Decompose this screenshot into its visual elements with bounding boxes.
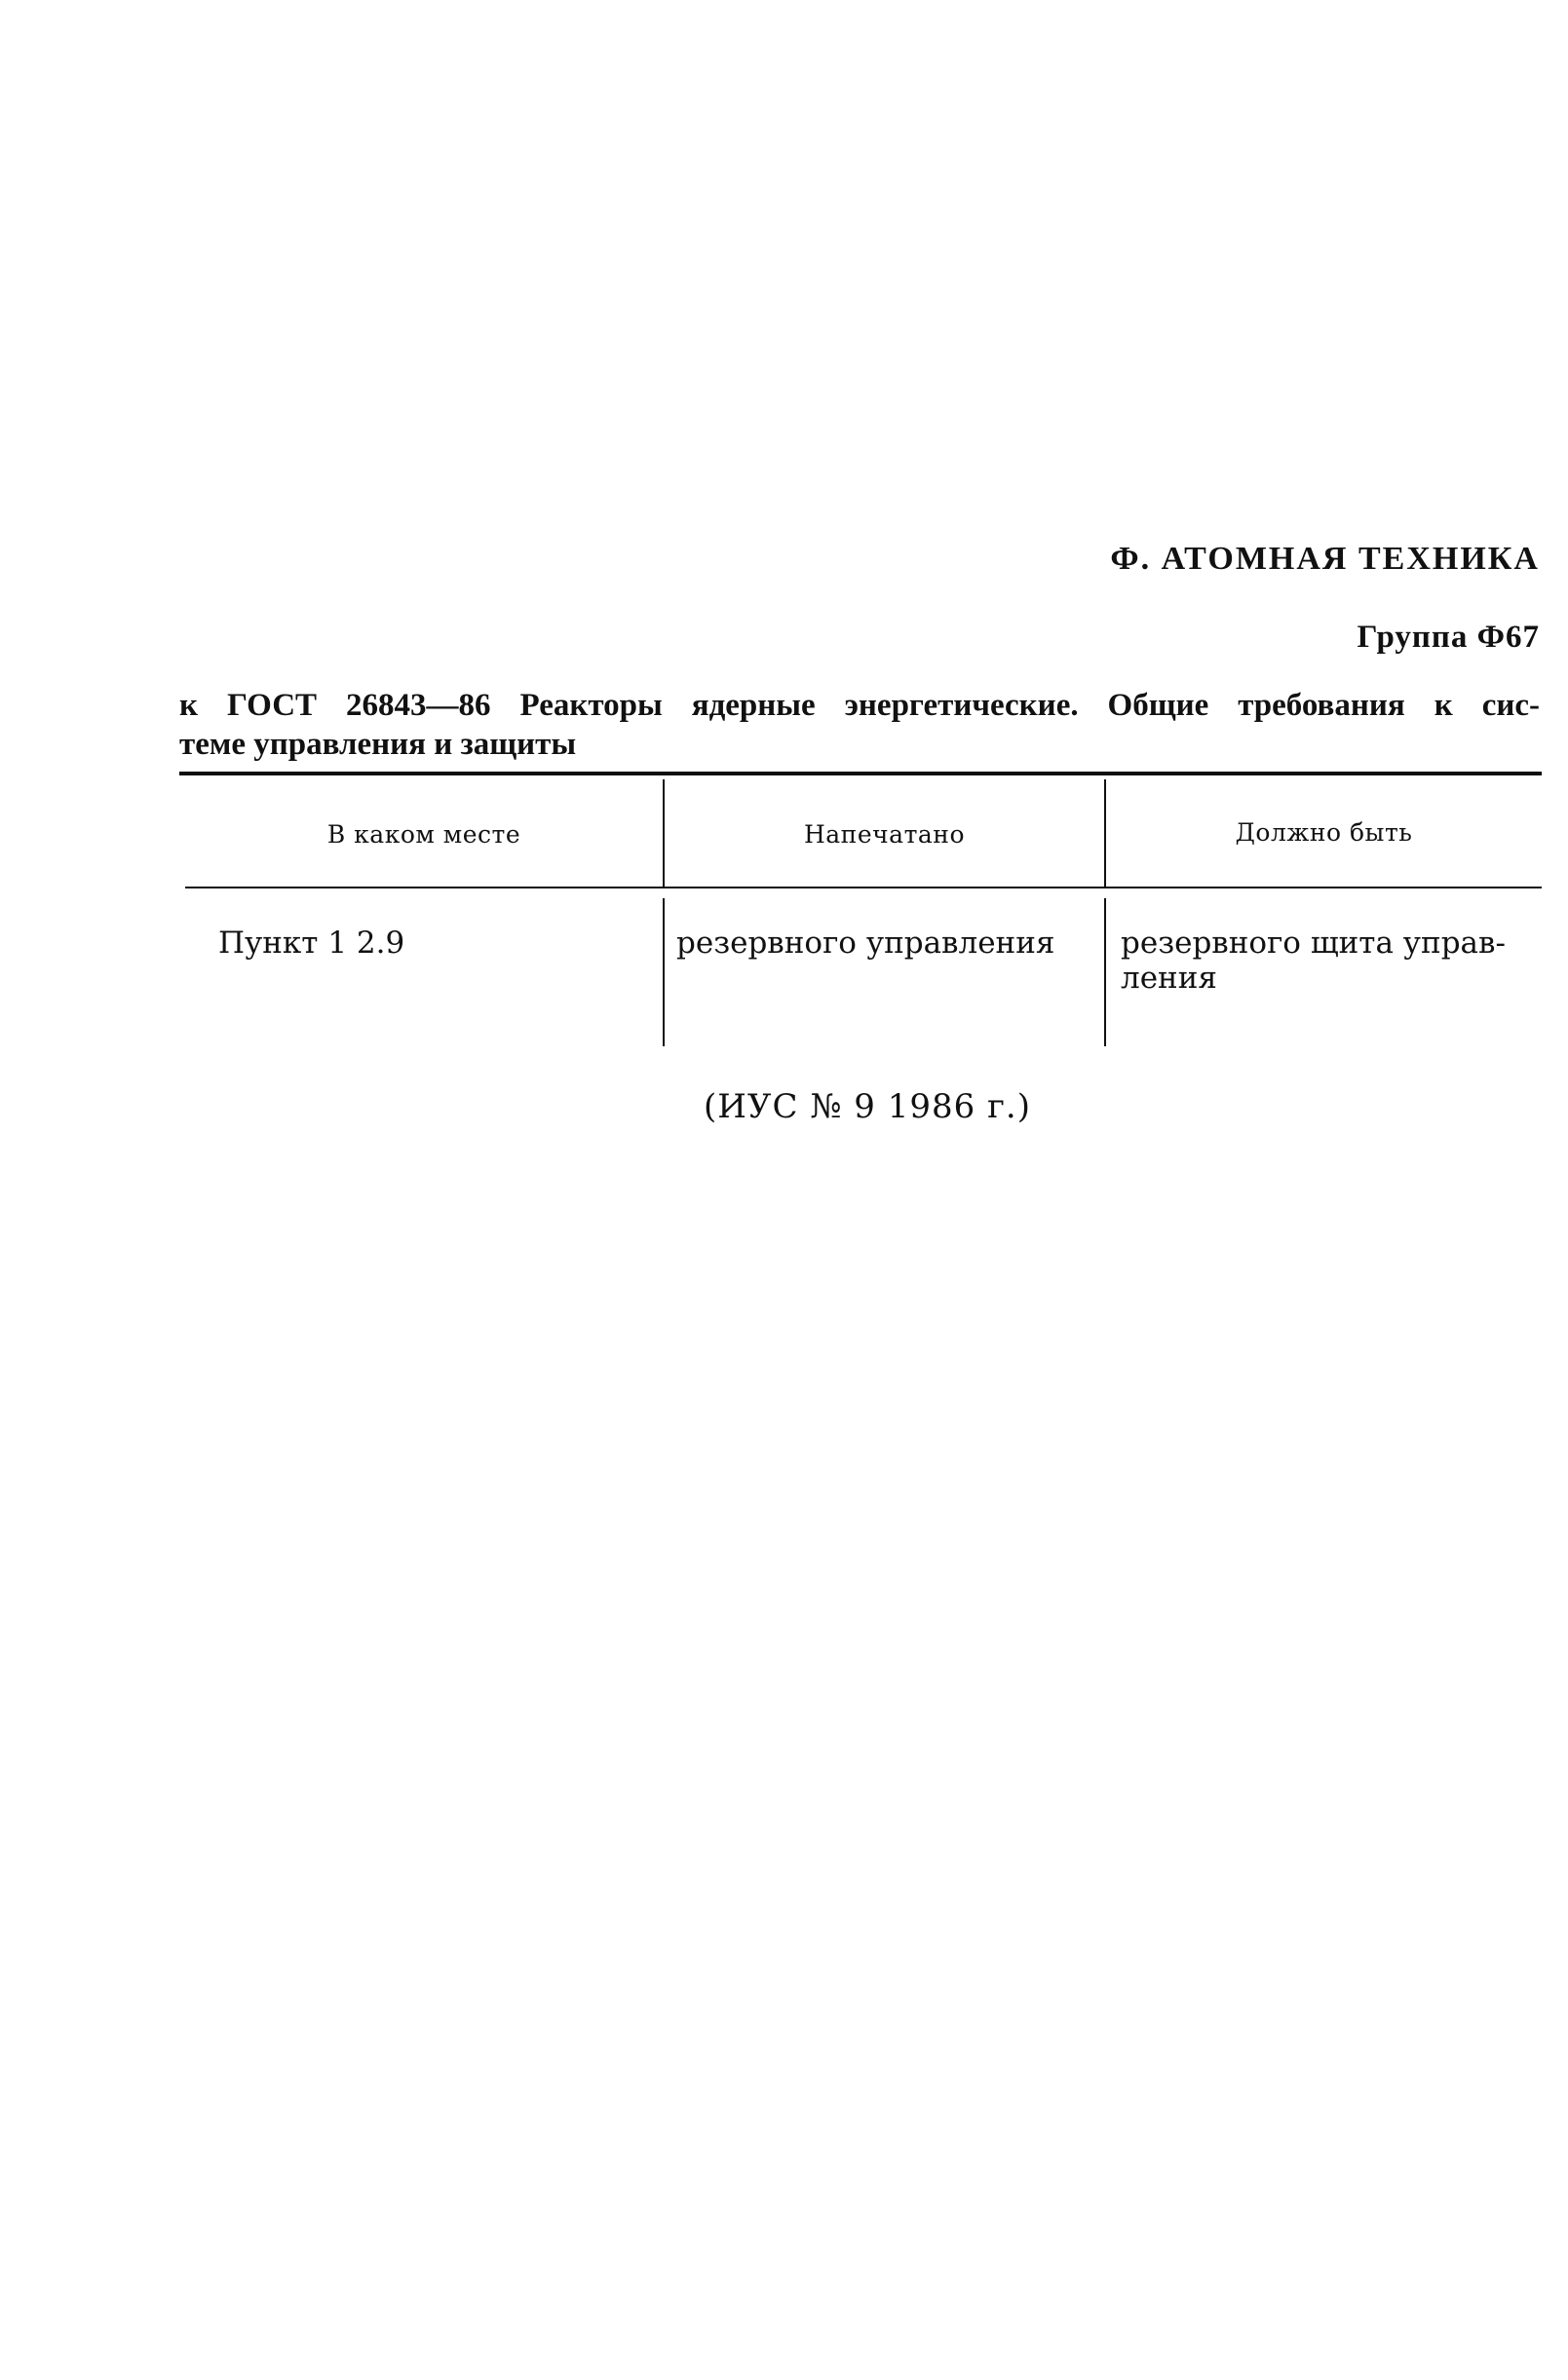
cell-correct (1121, 926, 1540, 996)
source-citation: (ИУС № 9 1986 г.) (704, 1087, 1031, 1126)
cell-correct-line-2: ления (1121, 961, 1217, 996)
reference-line-2: теме управления и защиты (179, 727, 577, 762)
column-header-correct: Должно быть (1235, 818, 1413, 847)
column-header-location: В каком месте (326, 820, 521, 849)
cell-printed: резервного управления (676, 926, 1055, 961)
cell-location: Пункт 1 2.9 (218, 926, 405, 961)
reference-line-1: к ГОСТ 26843—86 Реакторы ядерные энергетические. Общие требования к сис- (179, 688, 1540, 723)
table-header-rule (185, 887, 1542, 888)
group-code: Группа Ф67 (1357, 620, 1540, 655)
standard-reference (179, 686, 1540, 764)
table-top-rule (179, 772, 1542, 775)
column-divider-2-body (1104, 898, 1106, 1046)
column-divider-1-body (663, 898, 665, 1046)
section-title: Ф. АТОМНАЯ ТЕХНИКА (1110, 541, 1540, 577)
cell-correct-line-1: резервного щита управ- (1121, 926, 1506, 961)
column-header-printed: Напечатано (803, 820, 966, 849)
